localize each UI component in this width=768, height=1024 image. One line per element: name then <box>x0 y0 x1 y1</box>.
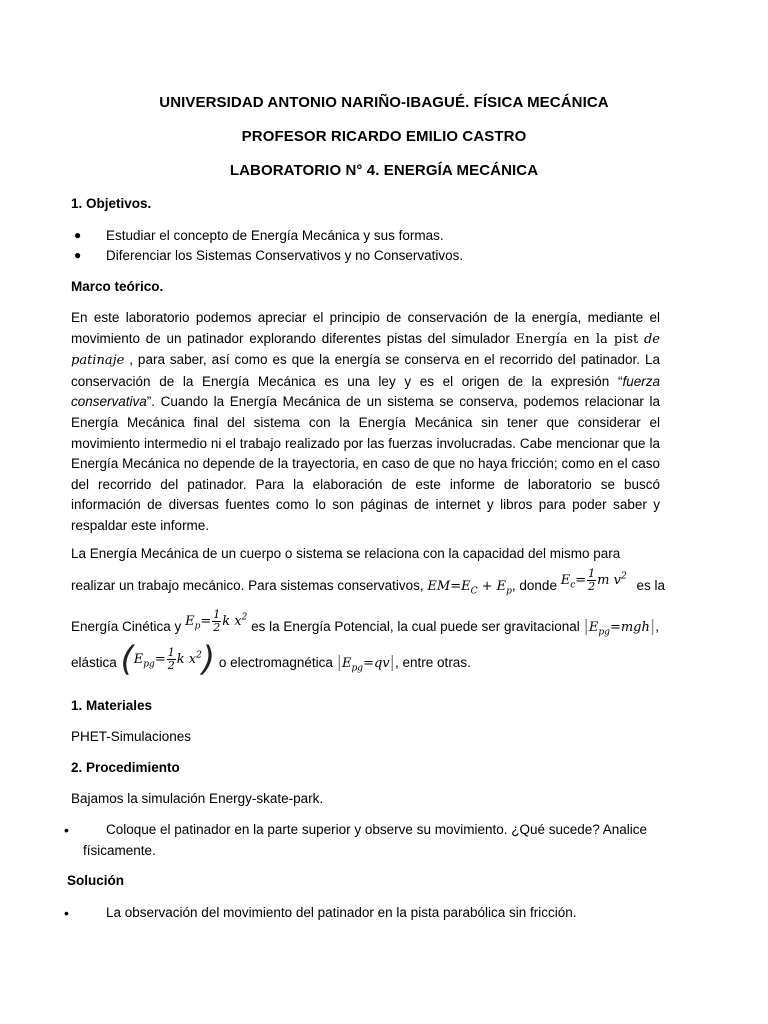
professor-title: PROFESOR RICARDO EMILIO CASTRO <box>241 128 527 145</box>
formula-electromagnetic: $|E_{pg}=qv|$ <box>336 651 396 674</box>
paragraph-text: En este laboratorio podemos apreciar el principio de conservación de la energía, mediante el movimiento de un patinador explorando diferentes pistas del simulador <box>71 310 660 346</box>
theory-heading: Marco teórico. <box>71 279 164 294</box>
theory-paragraph <box>71 308 660 537</box>
paragraph-text: , <box>655 619 660 634</box>
materials-heading: 1. Materiales <box>71 698 153 713</box>
formula-gravitational: $|E_{pg}=mgh|$ <box>583 616 656 638</box>
procedure-heading: 2. Procedimiento <box>71 760 180 775</box>
paragraph-text: realizar un trabajo mecánico. Para sistemas conservativos, <box>71 578 428 593</box>
energy-paragraph-line3 <box>71 608 660 638</box>
formula-mechanical-energy: $EM=E_C + E_p$ <box>427 579 512 597</box>
bullet-icon: ● <box>74 228 82 242</box>
energy-paragraph-line2 <box>71 567 665 597</box>
paragraph-text: es la Energía Potencial, la cual puede ser gravitacional <box>247 619 584 634</box>
solution-item-text: La observación del movimiento del patinador en la pista parabólica sin fricción. <box>106 905 577 920</box>
bullet-icon: • <box>64 822 69 838</box>
paragraph-text: , para saber, así como es que la energía se conserva en el recorrido del patinador. La conservación de la Energía Mecánica es una ley y es el origen de la expresión “ <box>71 352 660 389</box>
paragraph-text: o electromagnética <box>215 654 337 670</box>
university-title: UNIVERSIDAD ANTONIO NARIÑO-IBAGUÉ. FÍSICA MECÁNICA <box>159 94 609 111</box>
objectives-heading: 1. Objetivos. <box>71 196 152 211</box>
bullet-icon: • <box>64 905 69 921</box>
bullet-icon: ● <box>74 248 82 262</box>
energy-paragraph-line4 <box>71 639 471 679</box>
procedure-text: Bajamos la simulación Energy-skate-park. <box>71 791 324 806</box>
paragraph-text: La Energía Mecánica de un cuerpo o sistema se relaciona con la capacidad del mismo para <box>71 546 621 561</box>
paragraph-text: , entre otras. <box>395 654 471 670</box>
paragraph-text: elástica <box>71 654 121 670</box>
procedure-item-text: Coloque el patinador en la parte superior y observe su movimiento. ¿Qué sucede? Analice <box>106 822 648 837</box>
formula-elastic: ($E_{pg}=$ $\frac{1}{2}$ k $x^2$) <box>120 639 216 679</box>
paragraph-text: es la <box>632 578 665 593</box>
objective-text: Diferenciar los Sistemas Conservativos y no Conservativos. <box>106 248 464 263</box>
lab-title: LABORATORIO N° 4. ENERGÍA MECÁNICA <box>229 162 539 179</box>
quote-text: fuerza conservativa <box>71 373 660 410</box>
paragraph-text: , donde <box>511 578 561 593</box>
formula-potential-energy: $E_p=$ $\frac{1}{2}$ k $x^2$ <box>185 608 248 634</box>
simulator-name-cont: de patinaje <box>71 331 660 369</box>
objective-text: Estudiar el concepto de Energía Mecánica y sus formas. <box>106 228 444 243</box>
materials-text: PHET-Simulaciones <box>71 729 192 744</box>
solution-heading: Solución <box>67 873 124 888</box>
formula-kinetic-energy: $E_c=$ $\frac{1}{2}$ m $v^2$ <box>560 567 627 593</box>
energy-paragraph-line1 <box>71 544 660 565</box>
paragraph-text: Energía Cinética y <box>71 619 186 634</box>
paragraph-text: ”. Cuando la Energía Mecánica de un sistema se conserva, podemos relacionar la Energía Mecánica final del sistema con la Energía Mecánica sin tener que considerar el movimiento intermedio ni el trabajo realizado por las fuerzas involucradas. Cabe mencionar que la Energía Mecánica no depende de la trayectoria, en caso de que no haya fricción; como en el caso del recorrido del patinador. Para la elaboración de este informe de laboratorio se buscó información de diversas fuentes como lo son páginas de internet y libros para poder saber y respaldar este informe. <box>71 394 660 533</box>
simulator-name: Energía en la pist <box>515 331 639 347</box>
procedure-item-text-cont: físicamente. <box>83 843 156 858</box>
